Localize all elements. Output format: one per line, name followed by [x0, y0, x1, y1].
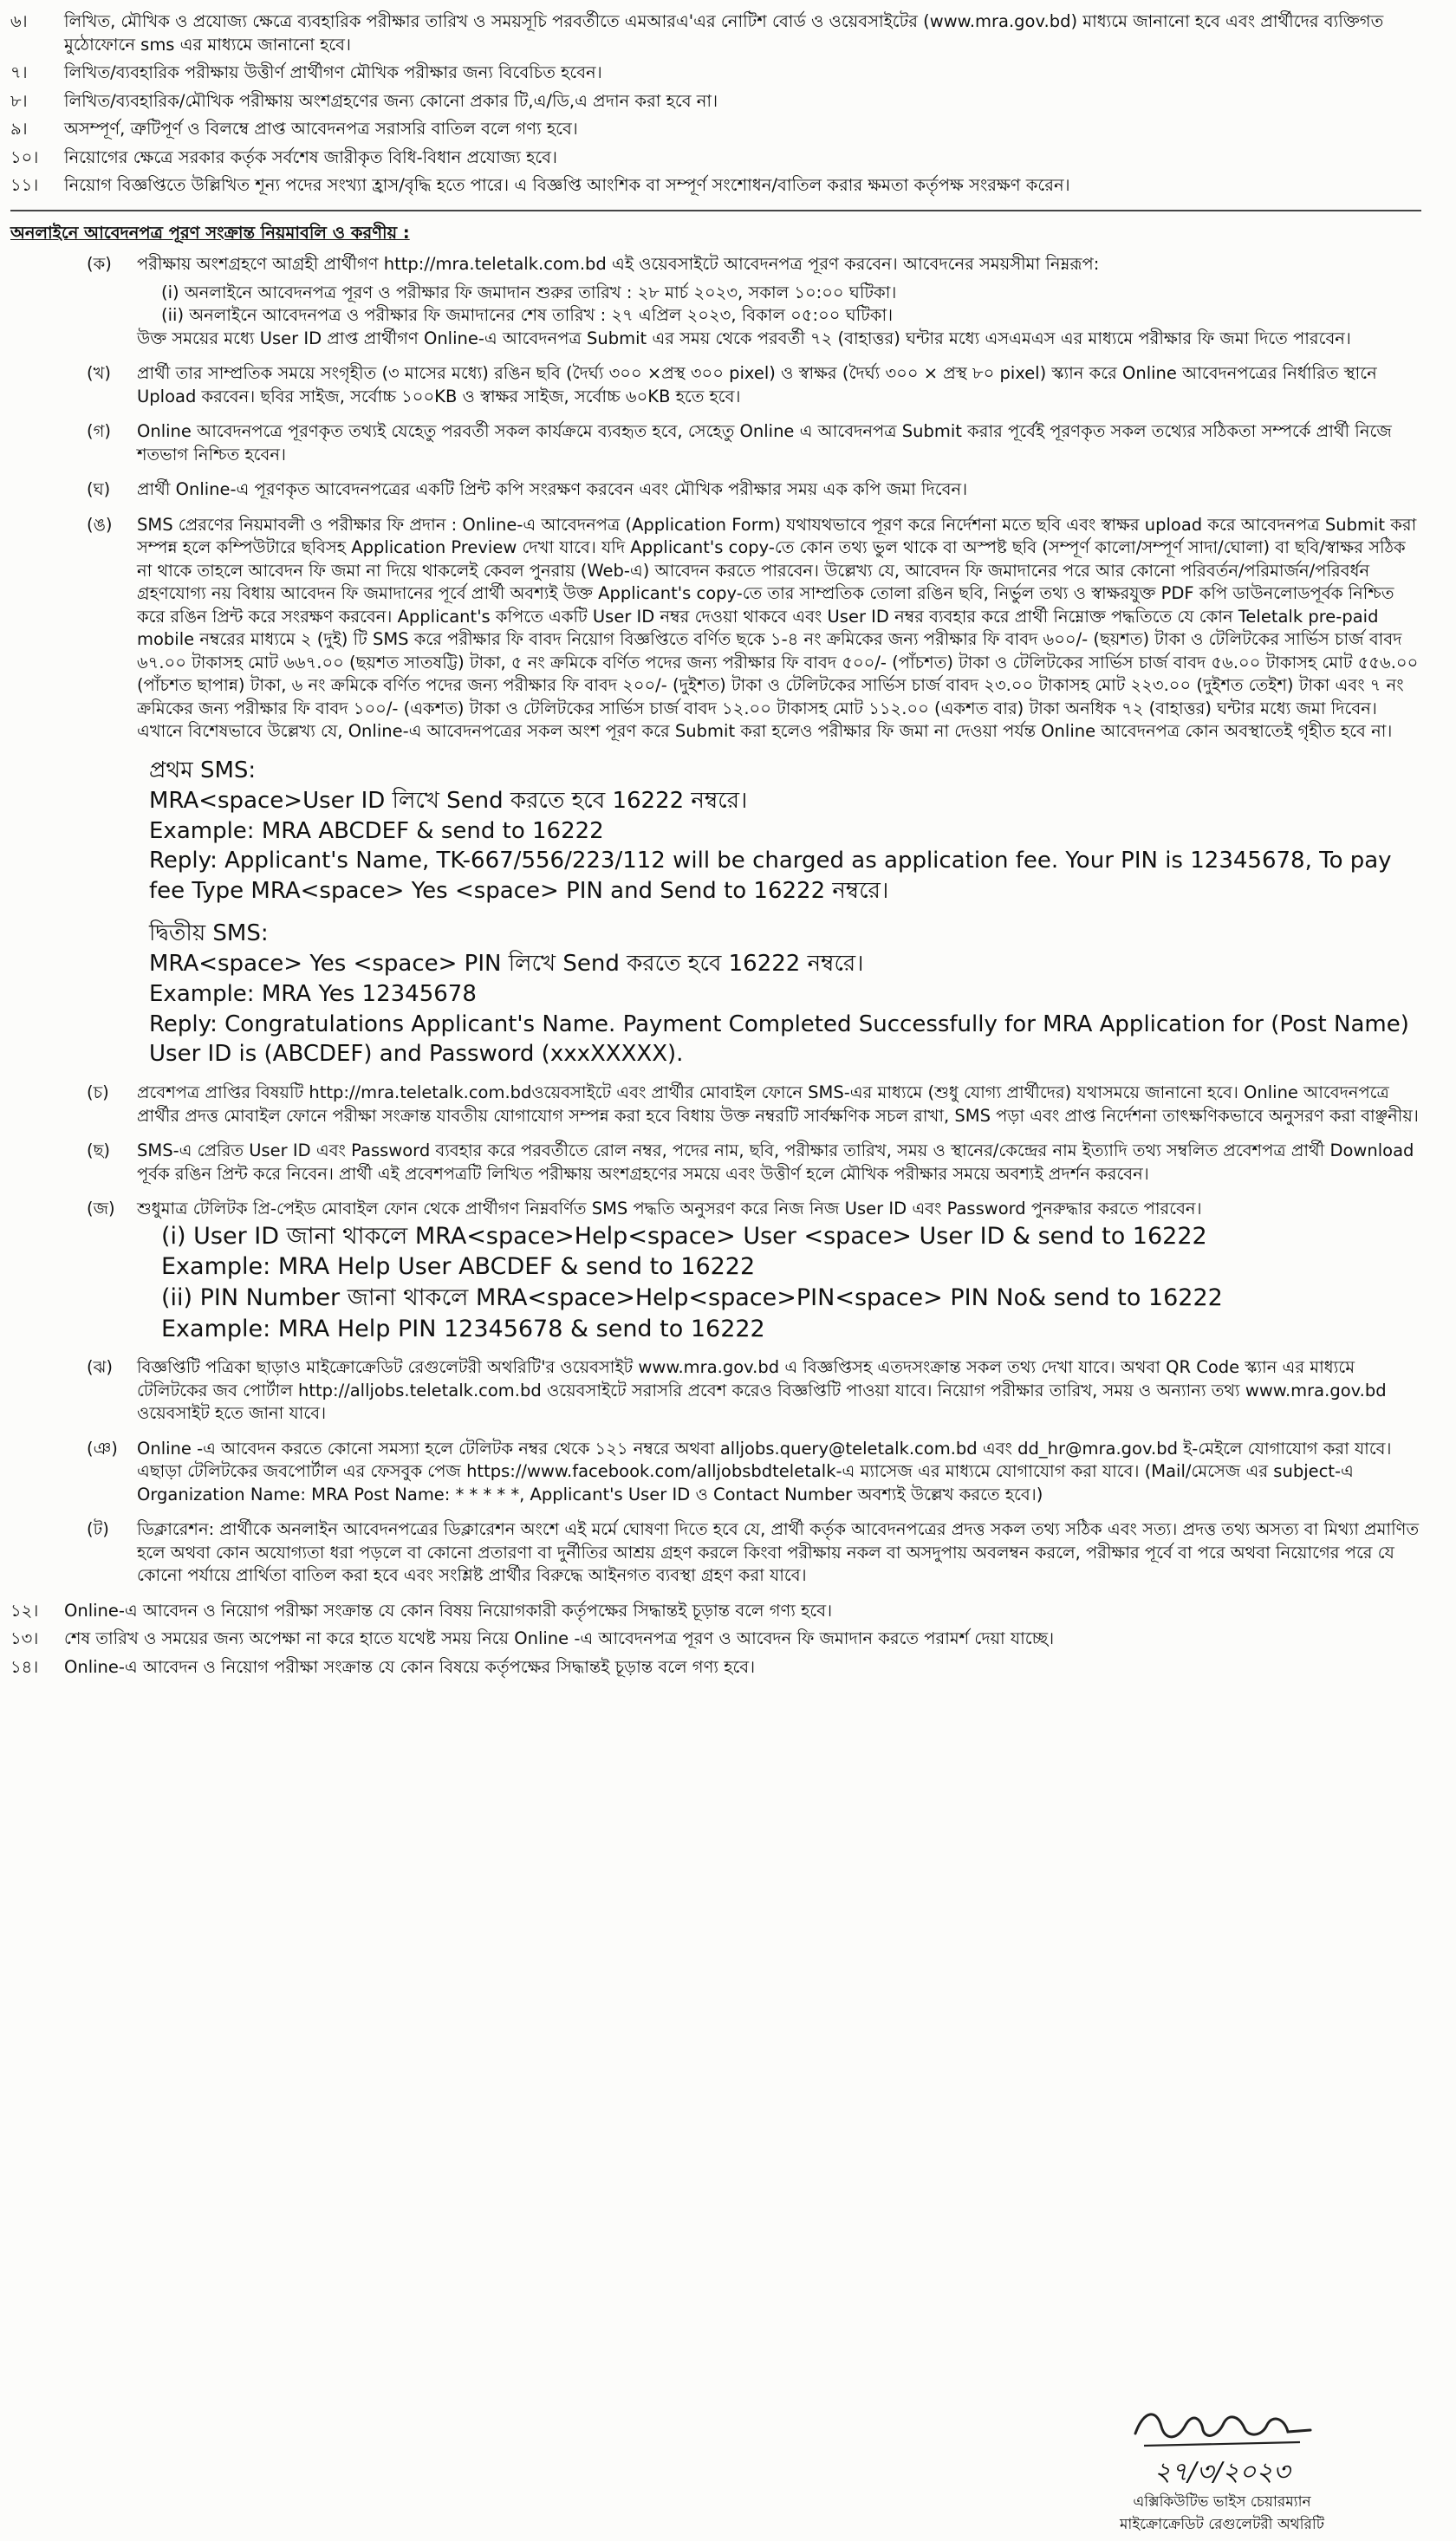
second-sms-block: দ্বিতীয় SMS: MRA<space> Yes <space> PIN লিখে Send করতে হবে 16222 নম্বরে। Example: MRA Yes 12345678 Reply: Congratulations Applicant's Name. Payment Completed Successfully for MRA Application for (Post Name) User ID is (ABCDEF) and Password (xxxXXXXX). [149, 919, 1421, 1069]
clause-jha: (ঝ) বিজ্ঞপ্তিটি পত্রিকা ছাড়াও মাইক্রোক্রেডিট রেগুলেটরী অথরিটি'র ওয়েবসাইট www.mra.gov.bd এ বিজ্ঞপ্তিসহ এতদসংক্রান্ত সকল তথ্য দেখা যাবে। অথবা QR Code স্ক্যান এর মাধ্যমে টেলিটকের জব পোর্টাল http://alljobs.teletalk.com.bd ওয়েবসাইটে সরাসরি প্রবেশ করেও বিজ্ঞপ্তিটি পাওয়া যাবে। নিয়োগ পরীক্ষার তারিখ, সময় ও অন্যান্য তথ্য www.mra.gov.bd ওয়েবসাইট হতে জানা যাবে। [87, 1357, 1387, 1424]
list-item: ৭। লিখিত/ব্যবহারিক পরীক্ষায় উত্তীর্ণ প্রার্থীগণ মৌখিক পরীক্ষার জন্য বিবেচিত হবেন। [10, 62, 602, 83]
clause-umo: (ঙ) SMS প্রেরণের নিয়মাবলী ও পরীক্ষার ফি প্রদান : Online-এ আবেদনপত্র (Application Form) যথাযথভাবে পূরণ করে নির্দেশনা মতে ছবি এবং স্বাক্ষর upload করে আবেদনপত্র Submit করা সম্পন্ন হলে কম্পিউটারে ছবিসহ Application Preview দেখা যাবে। যদি Applicant's copy-তে কোন তথ্য ভুল থাকে বা অস্পষ্ট ছবি (সম্পূর্ণ কালো/সম্পূর্ণ সাদা/ঘোলা) বা ছবি/স্বাক্ষর সঠিক না থাকে তাহলে আবেদন ফি জমা না দিয়ে থাকলেই কেবল পুনরায় (Web-এ) আবেদন করতে পারবেন। উল্লেখ্য যে, আবেদন ফি জমাদানের পরে আর কোনো পরিবর্তন/পরিমার্জন/পরিবর্ধন গ্রহণযোগ্য নয় বিধায় আবেদন ফি জমাদানের পূর্বে প্রার্থী অবশ্যই উক্ত Applicant's copy-তে তার সাম্প্রতিক তোলা রঙিন ছবি, নির্ভুল তথ্য ও স্বাক্ষরযুক্ত PDF কপি ডাউনলোডপূর্বক নিশ্চিত করে রঙিন প্রিন্ট করে সংরক্ষণ করবেন। Applicant's কপিতে একটি User ID নম্বর দেওয়া থাকবে এবং User ID নম্বর ব্যবহার করে প্রার্থী নিম্নোক্ত পদ্ধতিতে যে কোন Teletalk pre-paid mobile নম্বরের মাধ্যমে ২ (দুই) টি SMS করে পরীক্ষার ফি বাবদ নিয়োগ বিজ্ঞপ্তিতে বর্ণিত ছকে ১-৪ নং ক্রমিকের জন্য পরীক্ষার ফি বাবদ ৬০০/- (ছয়শত) টাকা ও টেলিটকের সার্ভিস চার্জ বাবদ ৬৭.০০ টাকাসহ মোট ৬৬৭.০০ (ছয়শত সাতষট্টি) টাকা, ৫ নং ক্রমিকে বর্ণিত পদের জন্য পরীক্ষার ফি বাবদ ৫০০/- (পাঁচশত) টাকা ও টেলিটকের সার্ভিস চার্জ বাবদ ৫৬.০০ টাকাসহ মোট ৫৫৬.০০ (পাঁচশত ছাপান্ন) টাকা, ৬ নং ক্রমিকে বর্ণিত পদের জন্য পরীক্ষার ফি বাবদ ২০০/- (দুইশত) টাকা ও টেলিটকের সার্ভিস চার্জ বাবদ ২৩.০০ টাকাসহ মোট ২২৩.০০ (দুইশত তেইশ) টাকা এবং ৭ নং ক্রমিকের জন্য পরীক্ষার ফি বাবদ ১০০/- (একশত) টাকা ও টেলিটকের সার্ভিস চার্জ বাবদ ১২.০০ টাকাসহ মোট ১১২.০০ (একশত বার) টাকা অনধিক ৭২ (বাহাত্তর) ঘন্টার মধ্যে জমা দিবেন। এখানে বিশেষভাবে উল্লেখ্য যে, Online-এ আবেদনপত্রের সকল অংশ পূরণ করে Submit করা হলেও পরীক্ষার ফি জমা না দেওয়া পর্যন্ত Online আবেদনপত্র কোন অবস্থাতেই গৃহীত হবে না। [87, 514, 1419, 742]
clause-kha: (খ) প্রার্থী তার সাম্প্রতিক সময়ে সংগৃহীত (৩ মাসের মধ্যে) রঙিন ছবি (দৈর্ঘ্য ৩০০ ×প্রস্থ ৩০০ pixel) ও স্বাক্ষর (দৈর্ঘ্য ৩০০ × প্রস্থ ৮০ pixel) স্ক্যান করে Online আবেদনপত্রের নির্ধারিত স্থানে Upload করবেন। ছবির সাইজ, সর্বোচ্চ ১০০KB ও স্বাক্ষর সাইজ, সর্বোচ্চ ৬০KB হতে হবে। [87, 363, 1377, 406]
list-item: ৯। অসম্পূর্ণ, ত্রুটিপূর্ণ ও বিলম্বে প্রাপ্ত আবেদনপত্র সরাসরি বাতিল বলে গণ্য হবে। [10, 119, 578, 140]
clause-gha: (ঘ) প্রার্থী Online-এ পূরণকৃত আবেদনপত্রের একটি প্রিন্ট কপি সংরক্ষণ করবেন এবং মৌখিক পরীক্ষার সময় এক কপি জমা দিবেন। [87, 479, 968, 500]
designation-title: এক্সিকিউটিভ ভাইস চেয়ারম্যান [1133, 2493, 1311, 2511]
handwritten-signature [1118, 2401, 1326, 2453]
designation-org: মাইক্রোক্রেডিট রেগুলেটরী অথরিটি [1119, 2515, 1325, 2533]
list-item: ১৩। শেষ তারিখ ও সময়ের জন্য অপেক্ষা না করে হাতে যথেষ্ট সময় নিয়ে Online -এ আবেদনপত্র পূরণ ও আবেদন ফি জমাদান করতে পরামর্শ দেয়া যাচ্ছে। [10, 1628, 1055, 1649]
list-item: ৮। লিখিত/ব্যবহারিক/মৌখিক পরীক্ষায় অংশগ্রহণের জন্য কোনো প্রকার টি,এ/ডি,এ প্রদান করা হবে না। [10, 90, 718, 111]
sms-title: দ্বিতীয় SMS: [149, 920, 269, 947]
top-list [10, 10, 1421, 198]
list-item: ১০। নিয়োগের ক্ষেত্রে সরকার কর্তৃক সর্বশেষ জারীকৃত বিধি-বিধান প্রযোজ্য হবে। [10, 146, 558, 167]
bottom-list [10, 1600, 1421, 1680]
signature-date: ২৭/৩/২০২৩ [1154, 2457, 1290, 2487]
clause-ta: (ট) ডিক্লারেশন: প্রার্থীকে অনলাইন আবেদনপত্রের ডিক্লারেশন অংশে এই মর্মে ঘোষণা দিতে হবে যে, প্রার্থী কর্তৃক আবেদনপত্রের প্রদত্ত সকল তথ্য সঠিক এবং সত্য। প্রদত্ত তথ্য অসত্য বা মিথ্যা প্রমাণিত হলে অথবা কোন অযোগ্যতা ধরা পড়লে বা কোনো প্রতারণা বা দুর্নীতির আশ্রয় গ্রহণ করলে কিংবা পরীক্ষায় নকল বা অসদুপায় অবলম্বন করলে, পরীক্ষার পূর্বে বা পরে অথবা নিয়োগের পরে যে কোনো পর্যায়ে প্রার্থিতা বাতিল করা হবে এবং সংশ্লিষ্ট প্রার্থীর বিরুদ্ধে আইনগত ব্যবস্থা গ্রহণ করা যাবে। [87, 1519, 1420, 1586]
clause-ja: (জ) শুধুমাত্র টেলিটক প্রি-পেইড মোবাইল ফোন থেকে প্রার্থীগণ নিম্নবর্ণিত SMS পদ্ধতি অনুসরণ করে নিজ নিজ User ID এবং Password পুনরুদ্ধার করতে পারবেন। (i) User ID জানা থাকলে MRA<space>Help<space> User <space> User ID & send to 16222 Example: MRA Help User ABCDEF & send to 16222 (ii) PIN Number জানা থাকলে MRA<space>Help<space>PIN<space> PIN No& send to 16222 Example: MRA Help PIN 12345678 & send to 16222 [87, 1199, 1223, 1342]
list-item: ৬। লিখিত, মৌখিক ও প্রযোজ্য ক্ষেত্রে ব্যবহারিক পরীক্ষার তারিখ ও সময়সূচি পরবর্তীতে এমআরএ'এর নোটিশ বোর্ড ও ওয়েবসাইটের (www.mra.gov.bd) মাধ্যমে জানানো হবে এবং প্রার্থীদের ব্যক্তিগত মুঠোফোনে sms এর মাধ্যমে জানানো হবে। [10, 11, 1384, 55]
divider [10, 210, 1421, 211]
section-heading: অনলাইনে আবেদনপত্র পূরণ সংক্রান্ত নিয়মাবলি ও করণীয় : [10, 222, 410, 243]
clause-nya: (ঞ) Online -এ আবেদন করতে কোনো সমস্যা হলে টেলিটক নম্বর থেকে ১২১ নম্বরে অথবা alljobs.query@teletalk.com.bd এবং dd_hr@mra.gov.bd ই-মেইলে যোগাযোগ করা যাবে। এছাড়া টেলিটকের জবপোর্টাল এর ফেসবুক পেজ https://www.facebook.com/alljobsbdteletalk-এ ম্যাসেজ এর মাধ্যমে যোগাযোগ করা যাবে। (Mail/মেসেজ এর subject-এ Organization Name: MRA Post Name: * * * * *, Applicant's User ID ও Contact Number অবশ্যই উল্লেখ করতে হবে।) [87, 1438, 1392, 1504]
first-sms-block: প্রথম SMS: MRA<space>User ID লিখে Send করতে হবে 16222 নম্বরে। Example: MRA ABCDEF & send to 16222 Reply: Applicant's Name, TK-667/556/223/112 will be charged as application fee. Your PIN is 12345678, To pay fee Type MRA<space> Yes <space> PIN and Send to 16222 নম্বরে। [149, 756, 1421, 907]
clause-ka: (ক) পরীক্ষায় অংশগ্রহণে আগ্রহী প্রার্থীগণ http://mra.teletalk.com.bd এই ওয়েবসাইটে আবেদনপত্র পূরণ করবেন। আবেদনের সময়সীমা নিম্নরূপ: (i) অনলাইনে আবেদনপত্র পূরণ ও পরীক্ষার ফি জমাদান শুরুর তারিখ : ২৮ মার্চ ২০২৩, সকাল ১০:০০ ঘটিকা। (ii) অনলাইনে আবেদনপত্র ও পরীক্ষার ফি জমাদানের শেষ তারিখ : ২৭ এপ্রিল ২০২৩, বিকাল ০৫:০০ ঘটিকা। উক্ত সময়ের মধ্যে User ID প্রাপ্ত প্রার্থীগণ Online-এ আবেদনপত্র Submit এর সময় থেকে পরবর্তী ৭২ (বাহাত্তর) ঘন্টার মধ্যে এসএমএস এর মাধ্যমে পরীক্ষার ফি জমা দিতে পারবেন। [87, 254, 1351, 348]
clause-cha: (চ) প্রবেশপত্র প্রাপ্তির বিষয়টি http://mra.teletalk.com.bdওয়েবসাইটে এবং প্রার্থীর মোবাইল ফোনে SMS-এর মাধ্যমে (শুধু যোগ্য প্রার্থীদের) যথাসময়ে জানানো হবে। Online আবেদনপত্রে প্রার্থীর প্রদত্ত মোবাইল ফোনে পরীক্ষা সংক্রান্ত যাবতীয় যোগাযোগ সম্পন্ন করা হবে বিধায় উক্ত নম্বরটি সার্বক্ষণিক সচল রাখা, SMS পড়া এবং প্রাপ্ত নির্দেশনা তাৎক্ষণিকভাবে অনুসরণ করা বাঞ্ছনীয়। [87, 1082, 1419, 1126]
list-item: ১২। Online-এ আবেদন ও নিয়োগ পরীক্ষা সংক্রান্ত যে কোন বিষয় নিয়োগকারী কর্তৃপক্ষের সিদ্ধান্তই চূড়ান্ত বলে গণ্য হবে। [10, 1600, 833, 1621]
sms-title: প্রথম SMS: [149, 757, 257, 783]
clause-chha: (ছ) SMS-এ প্রেরিত User ID এবং Password ব্যবহার করে পরবর্তীতে রোল নম্বর, পদের নাম, ছবি, পরীক্ষার তারিখ, সময় ও স্থানের/কেন্দ্রের নাম ইত্যাদি তথ্য সম্বলিত প্রবেশপত্র প্রার্থী Download পূর্বক রঙিন প্রিন্ট করে নিবেন। প্রার্থী এই প্রবেশপত্রটি লিখিত পরীক্ষায় অংশগ্রহণের সময়ে এবং উত্তীর্ণ হলে মৌখিক পরীক্ষার সময়ে অবশ্যই প্রদর্শন করবেন। [87, 1141, 1414, 1184]
list-item: ১৪। Online-এ আবেদন ও নিয়োগ পরীক্ষা সংক্রান্ত যে কোন বিষয়ে কর্তৃপক্ষের সিদ্ধান্তই চূড়ান্ত বলে গণ্য হবে। [10, 1656, 756, 1677]
clause-ga: (গ) Online আবেদনপত্রে পূরণকৃত তথ্যই যেহেতু পরবর্তী সকল কার্যক্রমে ব্যবহৃত হবে, সেহেতু Online এ আবেদনপত্র Submit করার পূর্বেই পূরণকৃত সকল তথ্যের সঠিকতা সম্পর্কে প্রার্থী নিজে শতভাগ নিশ্চিত হবেন। [87, 421, 1392, 465]
list-item: ১১। নিয়োগ বিজ্ঞপ্তিতে উল্লিখিত শূন্য পদের সংখ্যা হ্রাস/বৃদ্ধি হতে পারে। এ বিজ্ঞপ্তি আংশিক বা সম্পূর্ণ সংশোধন/বাতিল করার ক্ষমতা কর্তৃপক্ষ সংরক্ষণ করেন। [10, 175, 1070, 196]
signature-block [1092, 2401, 1352, 2536]
